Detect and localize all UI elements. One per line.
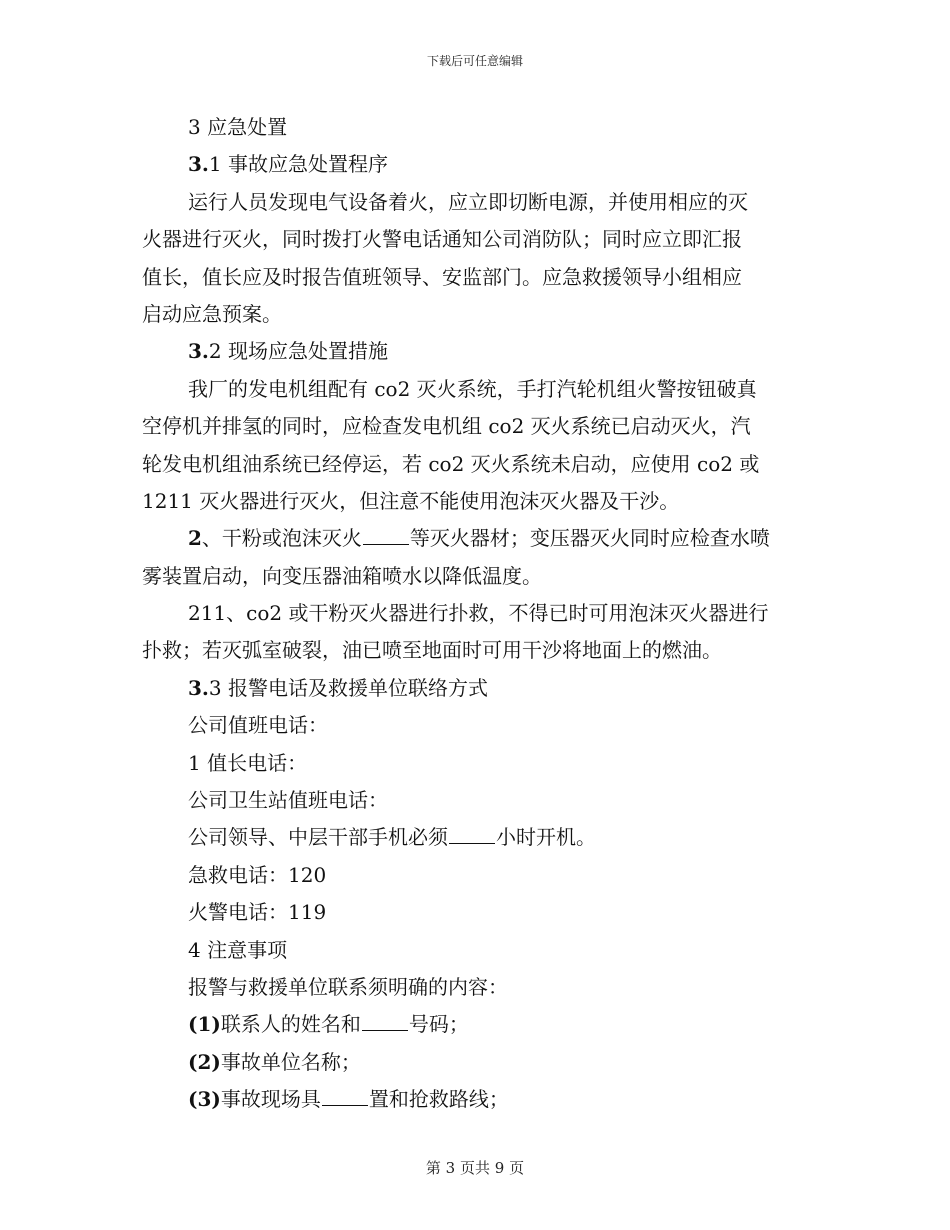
phone-leaders-text-a: 公司领导、中层干部手机必须 (188, 825, 448, 850)
section-heading-3-1 (142, 146, 802, 183)
phone-leaders-text-b: 小时开机。 (496, 825, 596, 850)
paragraph-4-line-1: 211、co2 或干粉灭火器进行扑救，不得已时可用泡沫灭火器进行 (188, 601, 769, 626)
page-footer: 第 3 页共 9 页 (425, 1159, 525, 1177)
section-3-2-title: 2 现场应急处置措施 (208, 339, 388, 364)
fill-in-blank (362, 1029, 408, 1031)
phone-company-duty: 公司值班电话： (188, 713, 328, 738)
section-3-2-number: 3. (188, 339, 209, 364)
section-heading-3 (142, 109, 802, 146)
list-item-text-a: 事故现场具 (220, 1087, 321, 1112)
fill-in-blank (449, 842, 495, 844)
page-header: 下载后可任意编辑 (426, 54, 523, 68)
section-heading-3-2 (142, 333, 802, 370)
paragraph-2-line-2: 空停机并排氢的同时，应检查发电机组 co2 灭火系统已启动灭火，汽 (142, 414, 751, 439)
paragraph-1-line-1: 运行人员发现电气设备着火，应立即切断电源，并使用相应的灭 (188, 189, 748, 214)
phone-clinic-duty: 公司卫生站值班电话： (188, 788, 388, 813)
paragraph-1-line-2: 火器进行灭火，同时拨打火警电话通知公司消防队；同时应立即汇报 (142, 227, 742, 252)
paragraph-1-line-4: 启动应急预案。 (142, 301, 282, 326)
paragraph-1-line-3: 值长，值长应及时报告值班领导、安监部门。应急救援领导小组相应 (142, 264, 742, 289)
section-3-3-number: 3. (188, 675, 209, 700)
section-heading-4: 4 注意事项 (188, 937, 288, 962)
paragraph-3-text-b: 等灭火器材；变压器灭火同时应检查水喷 (409, 526, 770, 551)
list-item-number: (2) (188, 1049, 221, 1074)
phone-ambulance: 急救电话：120 (188, 862, 327, 887)
list-item-text-b: 号码； (408, 1012, 469, 1037)
paragraph-4-line-2: 扑救；若灭弧室破裂，油已喷至地面时可用干沙将地面上的燃油。 (142, 638, 722, 663)
section-3-3-title: 3 报警电话及救援单位联络方式 (208, 675, 488, 700)
list-item-number: (3) (188, 1087, 221, 1112)
list-item-text: 事故单位名称； (220, 1049, 361, 1074)
section-3-title: 3 应急处置 (188, 115, 288, 139)
list-item (142, 1006, 802, 1043)
paragraph-3-text-a: 、干粉或泡沫灭火 (201, 526, 362, 551)
list-item (142, 1044, 802, 1081)
phone-leaders-mobile (142, 819, 802, 856)
list-item-number: (1) (188, 1012, 221, 1037)
list-item (142, 1081, 802, 1118)
list-item-text-a: 联系人的姓名和 (220, 1012, 361, 1037)
phone-fire: 火警电话：119 (188, 900, 327, 925)
notes-intro: 报警与救援单位联系须明确的内容： (188, 974, 508, 999)
section-heading-3-3 (142, 670, 802, 707)
paragraph-2-line-3: 轮发电机组油系统已经停运，若 co2 灭火系统未启动，应使用 co2 或 (142, 451, 760, 476)
section-3-1-title: 1 事故应急处置程序 (208, 152, 388, 177)
document-body (142, 109, 802, 1119)
fill-in-blank (322, 1104, 368, 1106)
paragraph-3-line-1 (142, 520, 802, 557)
section-3-1-number: 3. (188, 152, 209, 177)
paragraph-3-number: 2 (188, 526, 202, 551)
phone-shift-leader: 1 值长电话： (188, 750, 308, 775)
fill-in-blank (363, 543, 409, 545)
paragraph-2-line-4: 1211 灭火器进行灭火，但注意不能使用泡沫灭火器及干沙。 (142, 488, 680, 513)
paragraph-2-line-1: 我厂的发电机组配有 co2 灭火系统，手打汽轮机组火警按钮破真 (188, 376, 757, 401)
paragraph-3-line-2: 雾装置启动，向变压器油箱喷水以降低温度。 (142, 563, 542, 588)
list-item-text-b: 置和抢救路线； (368, 1087, 509, 1112)
